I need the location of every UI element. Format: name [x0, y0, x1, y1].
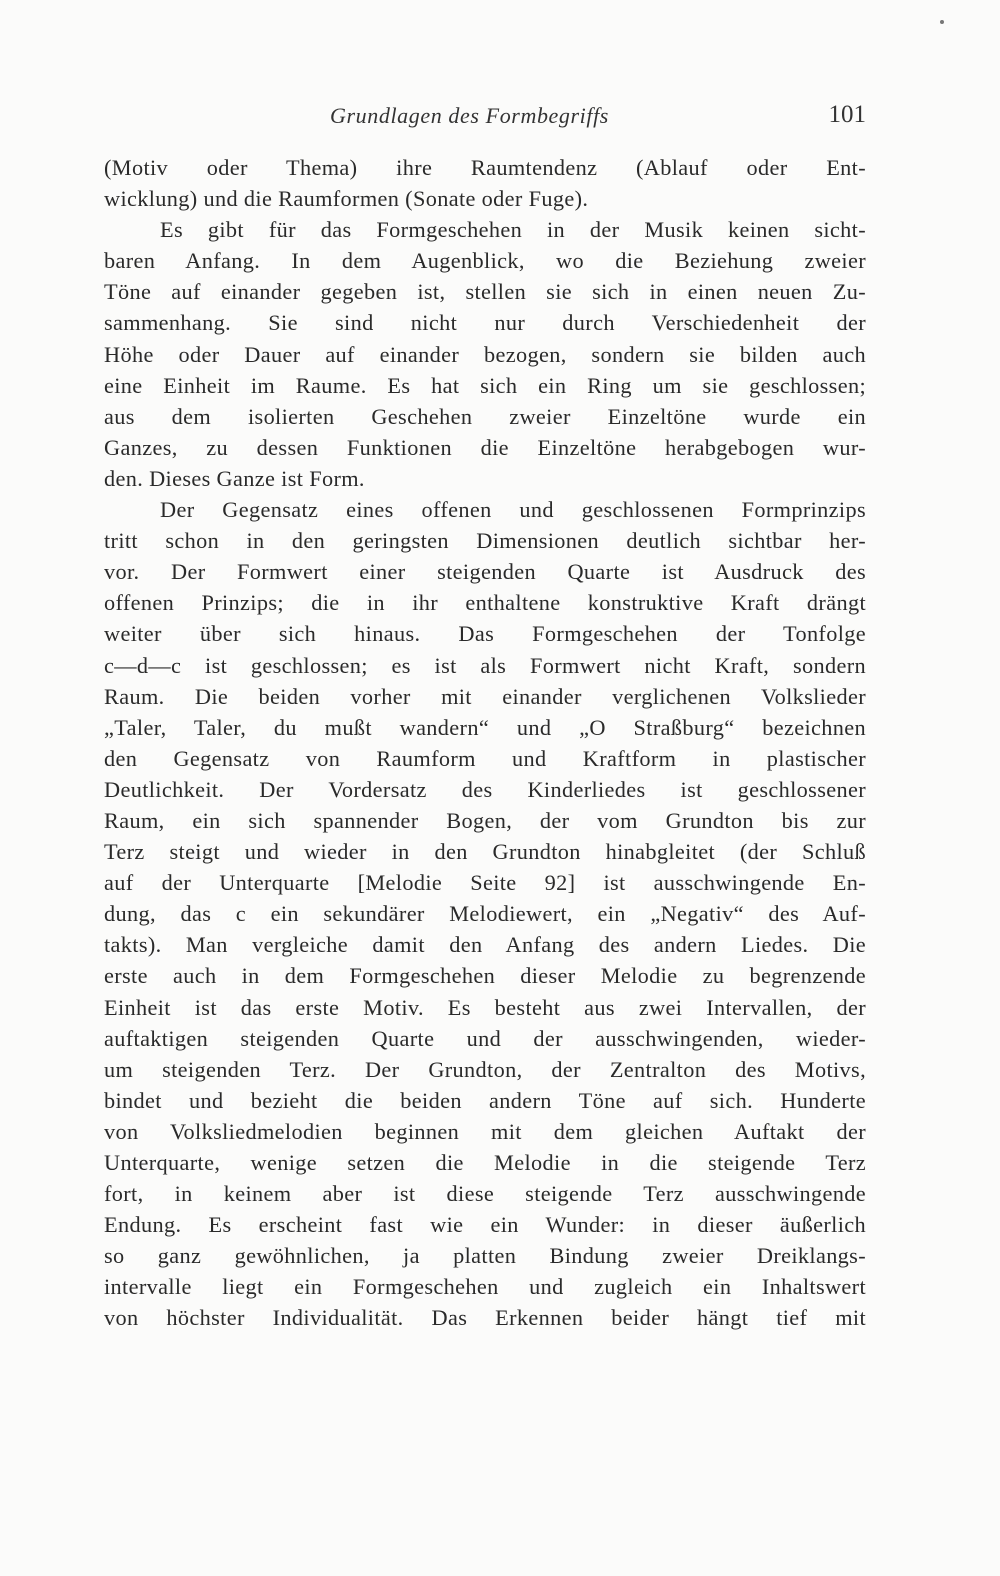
text-line: Ganzes, zu dessen Funktionen die Einzeltöne herabgebogen wur-: [104, 434, 866, 460]
text-line: offenen Prinzips; die in ihr enthaltene konstruktive Kraft drängt: [104, 590, 866, 616]
text-line: weiter über sich hinaus. Das Formgeschehen der Tonfolge: [104, 621, 866, 647]
text-line: auf der Unterquarte [Melodie Seite 92] ist ausschwingende En-: [104, 870, 866, 896]
text-line: Einheit ist das erste Motiv. Es besteht aus zwei Intervallen, der: [104, 994, 866, 1020]
text-line: sammenhang. Sie sind nicht nur durch Verschiedenheit der: [104, 310, 866, 336]
text-line: Endung. Es erscheint fast wie ein Wunder: in dieser äußerlich: [104, 1212, 866, 1238]
text-line: „Taler, Taler, du mußt wandern“ und „O Straßburg“ bezeichnen: [104, 714, 866, 740]
text-line: intervalle liegt ein Formgeschehen und zugleich ein Inhaltswert: [104, 1274, 866, 1300]
text-line: Raum. Die beiden vorher mit einander verglichenen Volkslieder: [104, 683, 866, 709]
text-line: baren Anfang. In dem Augenblick, wo die Beziehung zweier: [104, 248, 866, 274]
page-header: [104, 103, 866, 135]
text-line: Höhe oder Dauer auf einander bezogen, sondern sie bilden auch: [104, 341, 866, 367]
text-line: bindet und bezieht die beiden andern Töne auf sich. Hunderte: [104, 1087, 866, 1113]
text-line: vor. Der Formwert einer steigenden Quarte ist Ausdruck des: [104, 559, 866, 585]
text-line: Unterquarte, wenige setzen die Melodie in die steigende Terz: [104, 1150, 866, 1175]
text-line: (Motiv oder Thema) ihre Raumtendenz (Ablauf oder Ent-: [104, 155, 866, 180]
text-line: Töne auf einander gegeben ist, stellen sie sich in einen neuen Zu-: [104, 279, 866, 305]
text-line: auftaktigen steigenden Quarte und der ausschwingenden, wieder-: [104, 1025, 866, 1051]
text-line: von Volksliedmelodien beginnen mit dem gleichen Auftakt der: [104, 1118, 866, 1144]
page-number: 101: [828, 101, 866, 128]
text-line: takts). Man vergleiche damit den Anfang des andern Liedes. Die: [104, 932, 866, 958]
running-title: Grundlagen des Formbegriffs: [330, 103, 609, 128]
text-line: Deutlichkeit. Der Vordersatz des Kinderliedes ist geschlossener: [104, 776, 866, 802]
text-line: Der Gegensatz eines offenen und geschlossenen Formprinzips: [160, 497, 866, 523]
body-text: [104, 152, 866, 1334]
text-line: erste auch in dem Formgeschehen dieser Melodie zu begrenzende: [104, 963, 866, 989]
text-line: aus dem isolierten Geschehen zweier Einzeltöne wurde ein: [104, 403, 866, 429]
text-line: so ganz gewöhnlichen, ja platten Bindung zweier Dreiklangs-: [104, 1243, 866, 1269]
text-line: eine Einheit im Raume. Es hat sich ein Ring um sie geschlossen;: [104, 372, 866, 398]
text-line: um steigenden Terz. Der Grundton, der Zentralton des Motivs,: [104, 1056, 866, 1082]
scan-speck: [940, 20, 944, 24]
text-line: fort, in keinem aber ist diese steigende Terz ausschwingende: [104, 1181, 866, 1207]
text-line: von höchster Individualität. Das Erkennen beider hängt tief mit: [104, 1305, 866, 1331]
text-line: den. Dieses Ganze ist Form.: [104, 465, 365, 491]
text-line: Es gibt für das Formgeschehen in der Musik keinen sicht-: [160, 217, 866, 243]
text-line: den Gegensatz von Raumform und Kraftform in plastischer: [104, 745, 866, 771]
text-line: tritt schon in den geringsten Dimensionen deutlich sichtbar her-: [104, 528, 866, 554]
text-line: wicklung) und die Raumformen (Sonate oder Fuge).: [104, 186, 589, 212]
text-line: c—d—c ist geschlossen; es ist als Formwert nicht Kraft, sondern: [104, 652, 866, 678]
text-line: dung, das c ein sekundärer Melodiewert, ein „Negativ“ des Auf-: [104, 901, 866, 927]
text-line: Raum, ein sich spannender Bogen, der vom Grundton bis zur: [104, 807, 866, 833]
text-line: Terz steigt und wieder in den Grundton hinabgleitet (der Schluß: [104, 839, 866, 865]
